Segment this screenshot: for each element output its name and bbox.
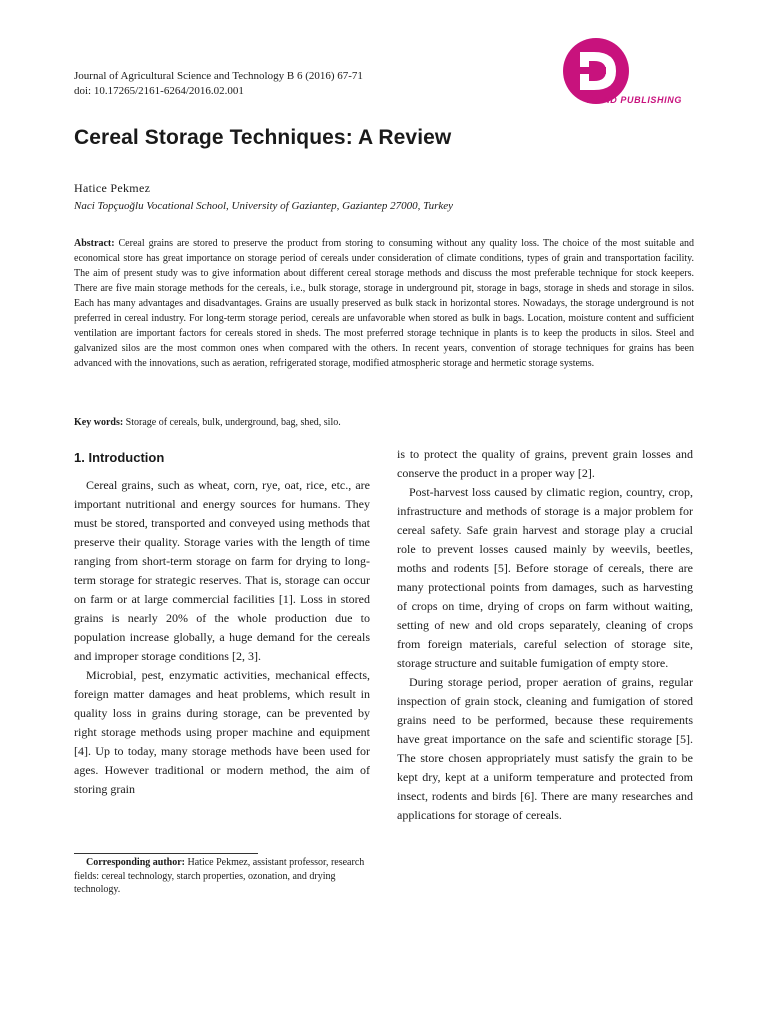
abstract xyxy=(74,236,694,371)
author-affiliation: Naci Topçuoğlu Vocational School, University of Gaziantep, Gaziantep 27000, Turkey xyxy=(74,200,454,212)
publisher-logo-text: DAVID PUBLISHING xyxy=(587,95,682,105)
footnote-divider xyxy=(74,853,258,854)
section-heading: 1. Introduction xyxy=(74,450,165,465)
doi-line: doi: 10.17265/2161-6264/2016.02.001 xyxy=(74,85,244,97)
body-column-left xyxy=(74,445,370,799)
body-paragraph: Cereal grains, such as wheat, corn, rye, oat, rice, etc., are important nutritional and energy sources for humans. They must be stored, transported and conveyed using methods that preserve their quality. Storage varies with the length of time ranging from short-term storage on farm for drying to long-term storage for strategic reserves. That is, storage can occur on farm or at large commercial facilities [1]. Loss in stored grains is nearly 20% of the whole production due to population increase globally, a huge demand for the cereals and improper storage conditions [2, 3]. xyxy=(74,478,370,663)
keywords-label: Key words: xyxy=(74,417,124,428)
body-paragraph: Microbial, pest, enzymatic activities, mechanical effects, foreign matter damages and heat problems, which result in quality loss in grains during storage, can be prevented by right storage methods using proper machine and equipment [4]. Up to today, many storage methods have been used for ages. However traditional or modern method, the aim of storing grain xyxy=(74,668,370,796)
body-paragraph: is to protect the quality of grains, prevent grain losses and conserve the product in a proper way [2]. xyxy=(397,447,693,480)
body-column-right xyxy=(397,445,693,825)
keywords-text: Storage of cereals, bulk, underground, bag, shed, silo. xyxy=(125,417,341,428)
abstract-label: Abstract: xyxy=(74,238,115,249)
article-title: Cereal Storage Techniques: A Review xyxy=(74,126,452,149)
footnote-text: Hatice Pekmez, assistant professor, research fields: cereal technology, starch properties, ozonation, and drying technology. xyxy=(74,857,365,895)
body-paragraph: During storage period, proper aeration of grains, regular inspection of grain stock, cleaning and fumigation of stored grains need to be performed, because these requirements have great importance on the safe and scientific storage [5]. The store chosen appropriately must satisfy the grain to be kept dry, kept at a uniform temperature and protected from insect, rodents and birds [6]. There are many researches and applications for storage of cereals. xyxy=(397,675,693,822)
body-paragraph: Post-harvest loss caused by climatic region, country, crop, infrastructure and methods of storage is a major problem for cereal safety. Safe grain harvest and storage play a crucial role to prevent losses caused mainly by weevils, beetles, moths and rodents [5]. Before storage of cereals, there are many protectional points from damages, such as harvesting of crops on time, drying of crops on farm without waiting, setting of new and old crops separately, cleaning of crops from foreign materials, careful selection of storage site, storage structure and suitable fumigation of empty store. xyxy=(397,485,693,670)
author-name: Hatice Pekmez xyxy=(74,181,151,195)
keywords xyxy=(74,417,341,428)
journal-citation: Journal of Agricultural Science and Technology B 6 (2016) 67-71 xyxy=(74,70,363,82)
david-publishing-logo xyxy=(556,38,706,108)
footnote xyxy=(74,856,372,897)
footnote-label: Corresponding author: xyxy=(86,857,185,868)
abstract-text: Cereal grains are stored to preserve the product from storing to consuming without any quality loss. The choice of the most suitable and economical store has great importance on storage period of cereals under consideration of climate conditions, types of grain and transportation facility. The aim of present study was to give information about different cereal storage methods and discuss the most preferable technique for stock keepers. There are five main storage methods for the cereals, i.e., bulk storage, storage in underground pit, storage in bags, storage in sheds and storage in silos. Each has many advantages and disadvantages. Grains are usually preserved as bulk stack in horizontal stores. Nowadays, the storage underground is not preferred in cereal industry. For long-term storage period, cereals are unfavorable when stored as bulk in bags. Location, moisture content and sufficient ventilation are important factors for cereals stored in sheds. The most preferred storage technique in plants is to keep the products in silos. Steel and galvanized silos are the most common ones when compared with the others. In recent years, convention of storage techniques for grains has been advanced with the innovations, such as aeration, refrigerated storage, modified atmospheric storage and hermetic storage systems. xyxy=(74,238,695,370)
